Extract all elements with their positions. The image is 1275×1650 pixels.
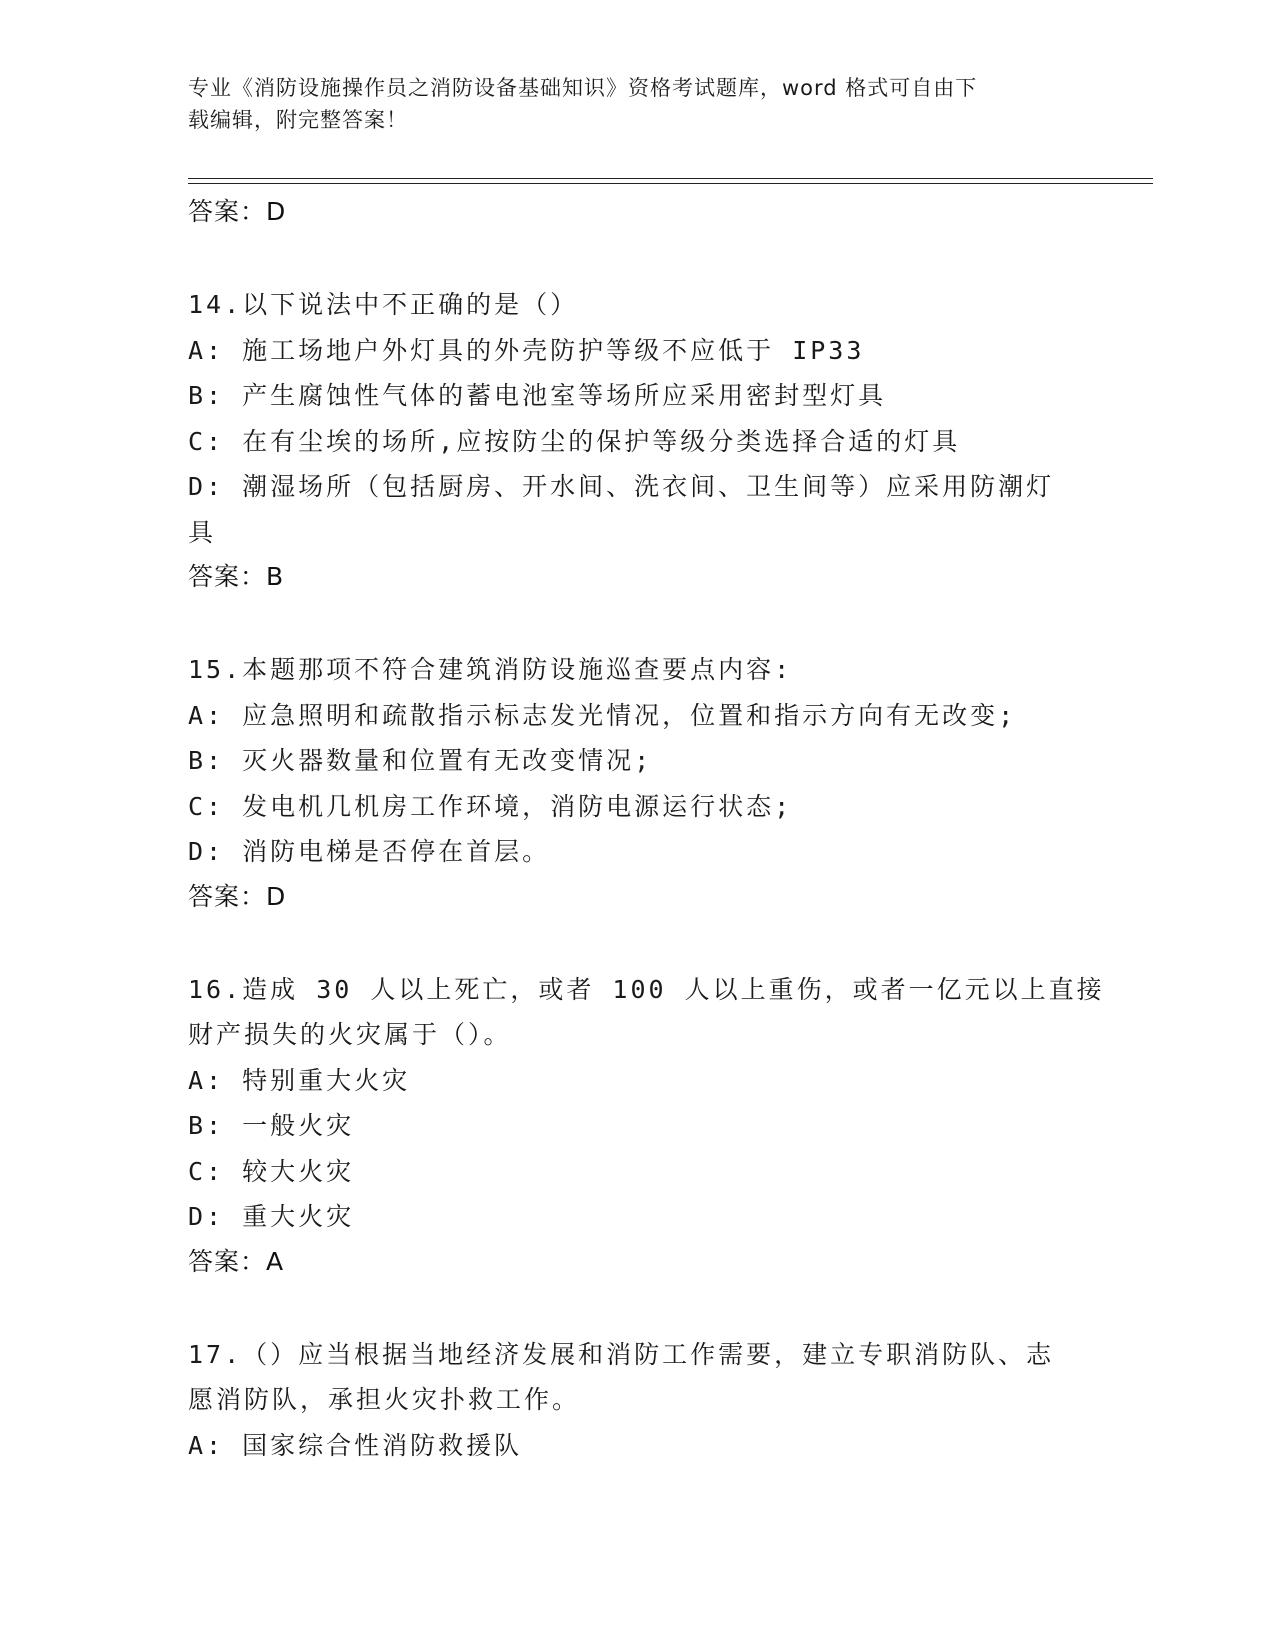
question-text: 14.以下说法中不正确的是（） <box>188 290 579 319</box>
question-block <box>188 647 1088 919</box>
question-block <box>188 1332 1088 1469</box>
option-c: C: 发电机几机房工作环境，消防电源运行状态; <box>188 791 793 821</box>
option-a: A: 特别重大火灾 <box>188 1065 411 1095</box>
question-text: 17.（）应当根据当地经济发展和消防工作需要，建立专职消防队、志 <box>188 1339 1055 1369</box>
option-d: D: 潮湿场所（包括厨房、开水间、洗衣间、卫生间等）应采用防潮灯 <box>188 472 1055 501</box>
header-divider-bottom <box>188 183 1153 184</box>
answer-label: 答案：D <box>188 197 287 226</box>
question-text: 16.造成 30 人以上死亡，或者 100 人以上重伤，或者一亿元以上直接 <box>188 974 1105 1004</box>
option-c: C: 较大火灾 <box>188 1156 355 1186</box>
question-block <box>188 967 1105 1284</box>
question-block <box>188 282 1088 599</box>
option-d: D: 重大火灾 <box>188 1202 355 1231</box>
option-b: B: 产生腐蚀性气体的蓄电池室等场所应采用密封型灯具 <box>188 381 887 410</box>
document-header <box>188 72 1088 136</box>
answer-label: 答案：B <box>188 562 285 591</box>
answer-label: 答案：D <box>188 881 287 911</box>
option-d: D: 消防电梯是否停在首层。 <box>188 837 551 866</box>
question-content <box>188 190 1105 1468</box>
option-b: B: 一般火灾 <box>188 1111 355 1140</box>
option-a: A: 施工场地户外灯具的外壳防护等级不应低于 IP33 <box>188 335 865 365</box>
option-a: A: 应急照明和疏散指示标志发光情况，位置和指示方向有无改变; <box>188 700 1017 730</box>
option-b: B: 灭火器数量和位置有无改变情况; <box>188 746 653 775</box>
header-line-2: 载编辑，附完整答案！ <box>188 108 408 132</box>
header-line-1: 专业《消防设施操作员之消防设备基础知识》资格考试题库，word 格式可自由下 <box>188 76 978 100</box>
question-text-continued: 愿消防队，承担火灾扑救工作。 <box>188 1385 581 1414</box>
option-a: A: 国家综合性消防救援队 <box>188 1430 523 1460</box>
question-text: 15.本题那项不符合建筑消防设施巡查要点内容: <box>188 655 793 684</box>
question-text-continued: 财产损失的火灾属于（）。 <box>188 1020 512 1049</box>
option-c: C: 在有尘埃的场所,应按防尘的保护等级分类选择合适的灯具 <box>188 426 961 456</box>
option-d-continued: 具 <box>188 517 217 547</box>
header-divider-top <box>188 178 1153 179</box>
answer-label: 答案：A <box>188 1246 285 1276</box>
